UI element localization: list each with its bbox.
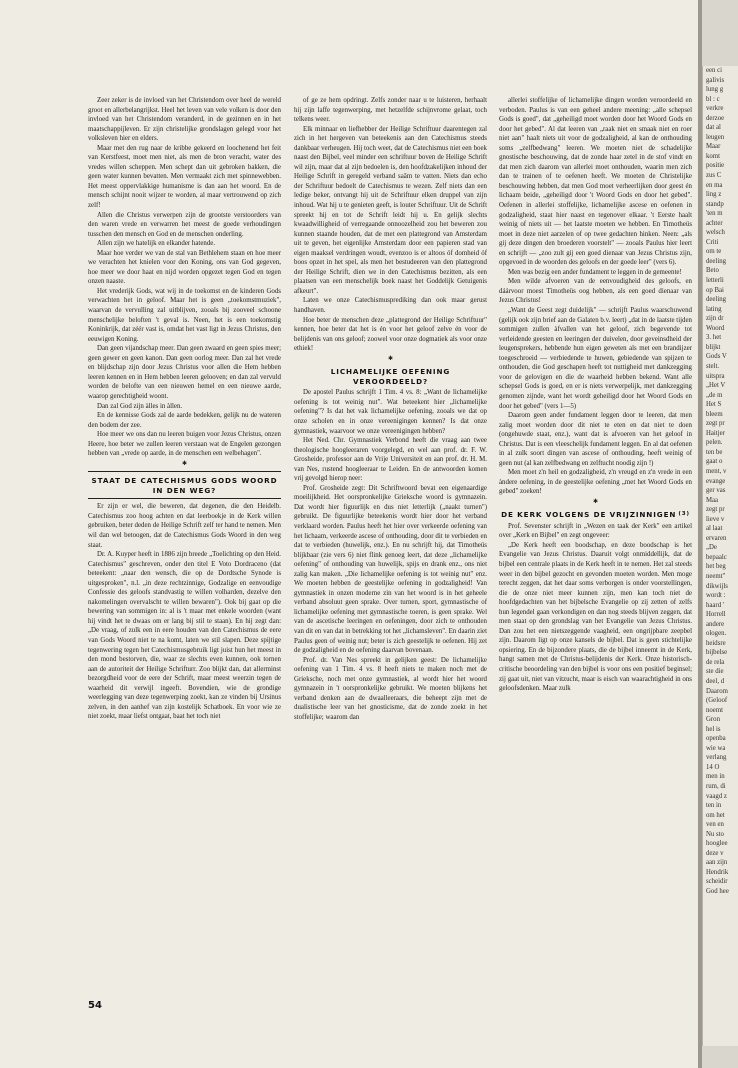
separator-star: ✱ xyxy=(387,355,394,362)
edge-text-line: letterli xyxy=(706,277,724,285)
page-number: 54 xyxy=(88,1000,102,1011)
paragraph: En de kennisse Gods zal de aarde bedekken, gelijk nu de wateren den bodem der zee. xyxy=(88,412,281,429)
edge-text-line: zegt pr xyxy=(706,420,725,428)
edge-text-line: neemt" xyxy=(706,572,726,580)
edge-text-line: ling z xyxy=(706,191,722,199)
edge-text-line: lieve v xyxy=(706,515,725,523)
edge-text-line: op Bai xyxy=(706,286,724,294)
paragraph: Prof. dr. Van Nes spreekt in gelijken geest: De lichamelijke oefening van 1 Tim. 4 vs. 8 heeft niets te maken noch met de Grieksche, noch met onze gymnastiek, al wordt hier het woord gymnazein in 't oorspronkelijke gebruikt. We moeten blijkens het verband denken aan de dwaalleeraars, die beheept zijn met de dualistische leer van het gnosticisme, dat de zonde zoekt in het stoffelijke; waarom dan xyxy=(294,656,487,721)
paragraph: Men moet z'n heil en godzaligheid, z'n vreugd en z'n vrede in een àndere oefening, in de geestelijke oefening „met het Woord Gods en gebed" zoeken! xyxy=(499,469,692,496)
edge-text-line: andere xyxy=(706,620,725,628)
edge-text-line: deel, d xyxy=(706,678,725,685)
edge-text-line: „de m xyxy=(706,391,723,399)
paragraph: Het vrederijk Gods, wat wij in de toekomst en de kinderen Gods verwachten het in geloof. Maar het is geen „toekomstmuziek", waarvan de vervulling zal uitblijven, zooals bij zooveel schoone menschelijke beloften 't geval is. Neen, het is een toekomstig Koninkrijk, dat zéér vast is, omdat het vast ligt in Jezus Christus, den eeuwigen Koning. xyxy=(88,287,281,343)
edge-text-line: openba xyxy=(706,735,726,743)
paragraph: Prof. Sevenster schrijft in „Wezen en taak der Kerk" een artikel over „Kerk en Bijbel" en zegt ongeveer: xyxy=(499,522,692,540)
edge-text-line: derzoe xyxy=(706,114,725,122)
edge-text-line: deeling xyxy=(706,296,727,304)
edge-text-line: ment, v xyxy=(706,467,727,475)
edge-text-line: Beto xyxy=(706,267,719,275)
paragraph: Maar met den rug naar de kribbe gekeerd en loochenend het feit van Kerstfeest, moet men niet, als men de bron veracht, water des vredes willen scheppen. Men schept dan uit gebroken bakken, die geen water kunnen bevatten. Men vermaakt zich met spinnewebben. Het meest oppervlakkige humanisme is dan aan het woord. En de mensch schijnt nooit wijzer te worden, al maar vertrouwend op zich zelf! xyxy=(88,144,281,210)
edge-text-line: verkre xyxy=(706,105,724,113)
column-3 xyxy=(499,96,692,996)
paragraph: Laten we onze Catechismusprediking dan ook maar gerust handhaven. xyxy=(294,297,487,315)
edge-text-line: deze v xyxy=(706,849,724,857)
paragraph: „Want de Geest zegt duidelijk" — schrijft Paulus waarschuwend (gelijk ook zijn brief aan de Galaten b.v. leert) „dat in de laatste tijden sommigen zullen àfvallen van het geloof, zich begevende tot verleidende geesten en leeringen der duivelen, door geveinsdheid der leugensprekers, hebbende hun eigen geweten als met een brandijzer toegeschroeid — verbiedende te huwen, gebiedende van spijzen te onthouden, die God geschapen heeft tot nuttigheid met dankzegging voor de gelovigen en die de waarheid hebben bekend. Want alle schepsel Gods is goed, en er is niets verwerpelijk, met dankzegging genomen zijnde, want het wordt geheiligd door het Woord Gods en door het gebed" (vers 1—5) xyxy=(499,307,692,410)
edge-text-line: haard ' xyxy=(706,601,725,609)
edge-text-line: Nu sto xyxy=(706,830,724,838)
paragraph: Elk minnaar en liefhebber der Heilige Schriftuur daarentegen zal zich in het hergeven van beteekenis aan den Catechismus steeds dankbaar verheugen. Hij toch weet, dat de Catechismus niet een boek naast den Bijbel, veel minder een schriftuur boven de Heilige Schrift wil zijn, maar dat al zijn bedoelen is, den hoofdzakelijken inhoud der Heilige Schrift in geregeld verband saâm te vatten. Niets dan echo der Schriftuur bedoelt de Catechismus te wezen. Zelf niets dan een ledige beker, ontvangt hij uit de Schriftuur elken druppel van zijn inhoud. Wat hij u te genieten geeft, is louter Schriftuur. Uit de Schrift spreekt hij en tot de Schrift leidt hij u. En gelijk slechts kwaadwilligheid of verregaande onnoozelheid zou het beweren zou kunnen staande houden, dat de met een plattegrond van Amsterdam uit te geven, het eigenlijke Amsterdam door een papieren stad van eigen maaksel verdringen woudt, evenzoo is er altoos óf domheid óf boos opzet in het spel, als men het bestudeeren van den plattegrond der Heilige Schrift, dien we in den Catechismus bezitten, als een plaatsen van een menschelijk boek naast het Goddelijk Getuigenis afkeurt". xyxy=(294,125,487,295)
edge-text-line: noemt xyxy=(706,706,723,714)
edge-text-line: stelt. xyxy=(706,362,720,370)
article-heading-de-kerk xyxy=(499,510,692,520)
edge-text-line: komt xyxy=(706,152,720,160)
paragraph: „De Kerk heeft een boodschap, en deze boodschap is het Evangelie van Jezus Christus. Daaruit volgt onmiddellijk, dat de bijbel een centrale plaats in de Kerk heeft in te nemen. Het zal steeds weer in den bijbel gezocht en gevonden moeten worden. Men moge terecht zeggen, dat het daar soms verborgen is onder voorstellingen, die de onze niet meer kunnen zijn, men kan toch niet de hoofdgedachten van het bijbelsche Evangelie op zij zetten of zelfs hun legendel gaan verkondigen en dan nog steeds blijven zeggen, dat men staat op den grondslag van het Evangelie van Jezus Christus. Dan zou het een nietszeggende vaagheid, een ongrijpbare zeepbel zijn. Daarom ligt op onze kansels de bijbel. Dat is geen stichtelijke opsiering. En de bijzondere plaats, die de bijbel inneemt in de Kerk, hangt samen met de Christus-belijdenis der Kerk. Onze historisch-critische beoordeling van den bijbel is voor ons een positief beginsel; zij gaat uit, niet van vitzucht, maar is eisch van waarachtigheid in ons geloofsdenken. Maar zulk xyxy=(499,541,692,693)
paragraph: Men wilde afvoeren van de eenvoudigheid des geloofs, en dáárvoor moest Timotheüs oog hebben, als een goed dienaar van Jezus Christus! xyxy=(499,278,692,305)
edge-text-line: bepaalc xyxy=(706,553,727,561)
edge-text-line: vaagd z xyxy=(706,792,727,800)
edge-text-line: Daarom xyxy=(706,687,728,695)
edge-text-line: uitspra xyxy=(706,372,725,380)
edge-text-line: verlang xyxy=(706,754,727,762)
edge-text-line: hooglee xyxy=(706,840,728,848)
edge-text-line: Horrell xyxy=(706,611,726,619)
edge-text-line: ven en xyxy=(706,821,724,829)
paragraph: Men was bezig een ander fundament te leggen in de gemeente! xyxy=(508,268,682,276)
edge-text-line: positie xyxy=(706,162,725,170)
edge-text-line: het beg xyxy=(706,563,726,571)
article-heading-lichamelijke-oefening: LICHAMELIJKE OEFENING VEROORDEELD? xyxy=(330,366,451,386)
paragraph: Daarom geen ander fundament leggen door te leeren, dat men zalig moet worden door dit niet te eten en dat niet te doen (ongehuwde staat, enz.), want dat is afvoeren van het geloof in Christus. Dat is een vleeschelijk fundament leggen. En al dat oefenen in al zulk soort dingen van ascese of onthouding, heeft weinig of geen nut (al kan zelfbedwang en zelftucht noodig zijn !) xyxy=(499,412,692,467)
paragraph: Het Ned. Chr. Gymnastiek Verbond heeft die vraag aan twee theologische hoogleeraren voorgelegd, en wel aan prof. dr. F. W. Grosheide, professor aan de Vrije Universiteit en aan prof. dr. H. M. van Nes, rustend hoogleeraar te Leiden. En de antwoorden komen vrij gevolgd hierop neer: xyxy=(294,437,487,483)
edge-text-line: dikwijls xyxy=(706,582,728,590)
edge-text-line: Criti xyxy=(706,238,719,246)
paragraph: Dan geen vijandschap meer. Dan geen zwaard en geen spies meer; geen gewer en geen kanon. Dan geen oorlog meer. Dan zal het vrede en blijdschap zijn door Jezus Christus voor allen die Hem hebben leeren kennen en in Hem hebben leeren gelooven; en dan zal vervuld worden de belofte van een nieuwen hemel en een nieuwe aarde, waarop gerechtigheid woont. xyxy=(88,345,281,400)
edge-text-line: Haitjer xyxy=(706,429,725,437)
column-1-intro xyxy=(88,96,281,459)
heading-rule-top xyxy=(88,471,281,472)
edge-text-line: wordt : xyxy=(706,592,726,600)
column-2-continuation xyxy=(294,96,487,354)
edge-text-line: standp xyxy=(706,200,724,208)
edge-text-line: achter xyxy=(706,219,723,227)
edge-text-line: ten in xyxy=(706,802,722,810)
edge-text-line: scheidir xyxy=(706,878,728,886)
edge-text-line: en ma xyxy=(706,181,723,189)
edge-text-line: dat al xyxy=(706,124,721,132)
edge-text-line: 'ten m xyxy=(706,210,723,218)
edge-text-line: de rela xyxy=(706,658,725,666)
edge-text-line: Gron xyxy=(706,716,720,724)
edge-text-line: men in xyxy=(706,773,725,781)
column-3-article xyxy=(499,522,692,694)
paragraph: Maar hoe verder we van de stal van Bethlehem staan en hoe meer we verachten het knielen voor den Koning, ons van God gegeven, hoe meer we door haat en nijd worden opgezet tegen God en tegen onzen naaste. xyxy=(88,249,281,286)
edge-text-line: zegt pr xyxy=(706,506,725,514)
edge-text-line: zijn dr xyxy=(706,315,724,323)
edge-text-line: blijkt xyxy=(706,343,721,351)
edge-text-line: aan zijn xyxy=(706,859,728,867)
edge-text-line: ten be xyxy=(706,448,723,456)
edge-text-line: leugen xyxy=(706,133,725,141)
heading-note: (3) xyxy=(678,510,690,517)
paragraph: Hoe meer we ons dan nu leeren buigen voor Jezus Christus, onzen Heere, hoe beter we zullen leeren verstaan wat de Engelen gezongen hebben van „vrede op aarde, in de menschen een welbehagen". xyxy=(88,431,281,458)
heading-rule-bottom xyxy=(88,498,281,499)
edge-text-line: heidsre xyxy=(706,639,726,647)
column-3-continuation xyxy=(499,96,692,497)
paragraph: Allen zijn we hatelijk en elkander hatende. xyxy=(97,240,216,248)
edge-text-line: rum, di xyxy=(706,783,726,791)
edge-text-line: deeling xyxy=(706,257,727,265)
paragraph: allerlei stoffelijke of lichamelijke dingen worden veroordeeld en verboden. Paulus is van een geheel andere meening: „alle schepsel Gods is goed", dat „geheiligd moet worden door het Woord Gods en door het gebed". Al dat leeren van „raak niet en smaak niet en roer niet aan" haalt niets uit voor de godzaligheid, al kan de onthouding soms „zelfbedwang" leeren. We moeten niet de schadelijke gnostische beschouwing, dat de zonde haar zetel in de stof vindt en dat men zich daarom van allerlei moet onthouden, waarin men zich dan te trainen of te oefenen heeft. We moeten de Christelijke beschouwing hebben, dat men God moet verheerlijken door geest én lichaam beide, „geheiligd door 't Woord Gods en door het gebed". Oefenen in allerlei stoffelijke, lichamelijke ascese en oefenen in godzaligheid, staat hier naast en tegenover elkaar. 't Eerste haalt weinig of niets uit — het laatste moeten we hebben. En Timotheüs moet in deze niet aarzelen of op twee gedachten hinken. Neen: „als gij deze dingen den broederen voorstelt" — zooals Paulus hier leert en schrijft — „zoo zult gij een goed dienaar van Jezus Christus zijn, opgevoed in de woorden des geloofs en der goede leer" (vers 6). xyxy=(499,97,692,267)
edge-text-line: 14 O xyxy=(706,763,720,771)
separator-star: ✱ xyxy=(592,498,599,505)
paragraph: De apostel Paulus schrijft 1 Tim. 4 vs. 8: „Want de lichamelijke oefening is tot weinig nut". Wat beteekent hier „lichamelijke oefening"? Is dat het vak lichamelijke oefening, zooals we dat op onze scholen en in onze vereenigingen kennen? Is dat onze gymnastiek, waarvoor we onze vereenigingen hebben? xyxy=(294,389,487,435)
edge-text-line: ervaren xyxy=(706,534,727,542)
edge-text-line: God hee xyxy=(706,888,729,896)
column-1 xyxy=(88,96,281,996)
edge-text-line: bleem xyxy=(706,410,723,418)
edge-text-line: „Het V xyxy=(706,382,726,390)
paragraph: Dan zal God zijn àlles in àllen. xyxy=(97,402,183,410)
edge-text-line: ologen. xyxy=(706,630,727,638)
edge-text-line: Woord xyxy=(706,324,725,332)
edge-text-line: Het S xyxy=(706,401,722,409)
edge-text-line: bl : c xyxy=(706,95,720,103)
edge-text-line: ste die xyxy=(706,668,724,676)
edge-text-line: pelen. xyxy=(706,439,723,447)
edge-text-line: (Geloof xyxy=(706,697,728,705)
edge-text-line: zus C xyxy=(706,172,722,180)
separator-star: ✱ xyxy=(181,460,188,467)
edge-text-line: om het xyxy=(706,811,725,819)
paragraph: Zeer zeker is de invloed van het Christendom over heel de wereld groot en allerbelangrijkst. Heel het leven van vele volken is door den invloed van het Christendom veranderd, in de gezinnen en in het maatschappijleven. Er zijn christelijke grondslagen gelegd voor het volksleven hier en elders. xyxy=(88,97,281,143)
edge-text-line: lung g xyxy=(706,86,724,94)
edge-text-line: om te xyxy=(706,248,722,256)
article-heading-catechismus: STAAT DE CATECHISMUS GODS WOORD IN DEN WEG? xyxy=(91,475,278,495)
edge-text-line: wie wa xyxy=(706,744,726,752)
edge-text-line: Maar xyxy=(706,143,721,151)
edge-text-line: galivis xyxy=(706,76,725,84)
edge-text-line: welsch xyxy=(706,229,725,237)
column-1-article xyxy=(88,502,281,722)
paragraph: Allen die Christus verwerpen zijn de grootste verstoorders van den waren vrede en verwarren het meest de goede verhoudingen tusschen den mensch en God en de menschen onderling. xyxy=(88,211,281,238)
paragraph: of ge ze hem opdringt. Zelfs zonder naar u te luisteren, herhaalt hij zijn laffe tegenwerping, met hetzelfde schijnvrome gelaat, toch telkens weer. xyxy=(294,97,487,124)
edge-text-line: gaat o xyxy=(706,458,723,466)
paragraph: Dr. A. Kuyper heeft in 1886 zijn breede „Toelichting op den Heid. Catechismus" geschreven, onder den titel E Voto Dordraceno (dat beteekent: „naar den wensch, die op de Dordtsche Synode is uitgesproken", n.l. „in deze rechtzinnige, Godzalige en eenvoudige Confessie des geloofs standvastig te willen volharden, dezelve den nakomelingen overvalscht te willen bewaren"). Ook bij gaat op die bewering van sommigen in: al is 't maar met enkele woorden (want hij vindt het te dwaas om er lang bij stil te staan). En hij zegt dan: „De vraag, of zulk een in eere houden van den Catechismus de eere van Gods Woord niet te na komt, laten we stil slapen. Deze spijtige tegenwering tegen het Catechismusgebruik ligt juist hun het meest in den mond bestorven, die, waar ze slechts even kunnen, ook tornen aan de autoriteit der Heilige Schrifturr. Zoo blijkt dan, dat allerminst bezorgdheid voor de eere der Schrift, maar meest weerzin tegen de waarheid dit verwijl ingeeft. Bovendien, wie de grondige weerlegging van deze tegenwerping zoekt, kan ze vinden bij Ursinus zelven, in den aanhef van zijn kostelijk Schatboek. En voor wie ze niet zoekt, maar liefst ontgaat, baat het toch niet xyxy=(88,551,281,721)
edge-text-line: Hendrik xyxy=(706,868,729,876)
edge-text-line: evange xyxy=(706,477,726,485)
edge-text-line: ger vas xyxy=(706,487,726,495)
edge-text-line: al laat xyxy=(706,525,723,533)
edge-text-line: Maa xyxy=(706,496,719,504)
paragraph: Hoe beter de menschen deze „plattegrond der Heilige Schriftuur" kennen, hoe beter dat het is én voor het geloof zelve én voor de belijdenis van ons geloof; zoowel voor onze dogmatiek als voor onze ethiek! xyxy=(294,316,487,353)
edge-text-line: „De xyxy=(706,544,717,552)
edge-text-line: lating xyxy=(706,305,722,313)
column-2-article xyxy=(294,388,487,722)
column-2 xyxy=(294,96,487,996)
edge-text-line: bijbelse xyxy=(706,649,728,657)
edge-text-line: een ci xyxy=(706,67,723,74)
paragraph: Er zijn er wel, die beweren, dat degenen, die den Heidelb. Catechismus zoo hoog achten en dat leerboekje in de Kerk willen gebruiken, beter deden de Heilige Schrift zelf ter hand te nemen. Men wil dan wel betoogen, dat de Catechismus Gods Woord in den weg staat. xyxy=(88,503,281,549)
adjacent-page-edge xyxy=(702,66,738,1046)
edge-text-line: hel is xyxy=(706,725,721,733)
paragraph: Prof. Grosheide zegt: Dit Schriftwoord bevat een eigenaardige moeilijkheid. Het oorspronkelijke Grieksche woord is gymnazein. Dat wordt hier figuurlijk en dus niet letterlijk („naakt turnen") gebruikt. De figuurlijke beteekenis wordt hier door het verband verklaard worden. Paulus heeft het hier over verkeerde oefening van het lichaam, verkeerde ascese of onthouding, door dit te verbieden en dat te verbieden (huwelijk, enz.). En nu schrijft hij, dat Timotheüs blijkbaar (zie vers 6) niet flink genoeg leert, dat deze „lichamelijke oefening" of onthouding van huwelijk, spijs en drank enz., ons niet zalig kan maken. „Die lichamelijke oefening is tot weinig nut" enz. We moeten hebben de geestelijke oefening in godzaligheid! Van gymnastiek in onzen moderne zin van het woord is in het geheele verband absoluut geen sprake. Over turnen, sport, gymnastische of lichamelijke oefening met gymnastische toeren, is geen sprake. Wel van de ascetische leeringen en oefeningen, door zich te onthouden van dit en van dat in betrekking tot het „lichamsleven". En daarin ziet Paulus geen of weinig nut; beter is zich geestelijk te oefenen. Hij zet de godzaligheid en de oefening daarvan bovenaan. xyxy=(294,484,487,655)
edge-text-line: Gods V xyxy=(706,353,727,361)
heading-text: DE KERK VOLGENS DE VRIJZINNIGEN xyxy=(501,509,677,519)
edge-text-line: 3. het xyxy=(706,334,722,342)
